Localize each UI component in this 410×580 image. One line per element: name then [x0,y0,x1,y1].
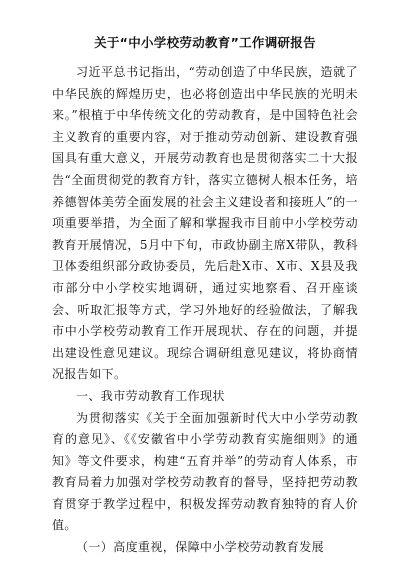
section-heading: 一、我市劳动教育工作现状 [76,388,225,403]
section-paragraph: 为贯彻落实《关于全面加强新时代大中小学劳动教育的意见》、《《安徽省中小学劳动教育实施细则》的通知》等文件要求，构建“五育并举”的劳动育人体系，市教育局着力加强对学校劳动教育的督导，坚持把劳动教育贯穿于教学过程中，积极发挥劳动教育独特的育人价值。 [52,410,358,533]
subsection-heading: （一）高度重视，保障中小学校劳动教育发展 [76,540,325,555]
document-title: 关于“中小学校劳动教育”工作调研报告 [94,35,316,50]
intro-paragraph: 习近平总书记指出，“劳动创造了中华民族，造就了中华民族的辉煌历史，也必将创造出中华民族的光明未来。”根植于中华传统文化的劳动教育，是中国特色社会主义教育的重要内容，对于推动劳动创新、建设教育强国具有重大意义，开展劳动教育也是贯彻落实二十大报告“全面贯彻党的教育方针，落实立德树人根本任务，培养德智体美劳全面发展的社会主义建设者和接班人”的一项重要举措，为全面了解和掌握我市目前中小学校劳动教育开展情况，5月中下旬，市政协副主席X带队，教科卫体委组织部分政协委员，先后赴X市、X市、X县及我市部分中小学校实地调研，通过实地察看、召开座谈会、听取汇报等方式，学习外地好的经验做法，了解我市中小学校劳动教育工作开展现状、存在的问题，并提出建设性意见建议。现综合调研组意见建议，将协商情况报告如下。 [52,65,358,382]
